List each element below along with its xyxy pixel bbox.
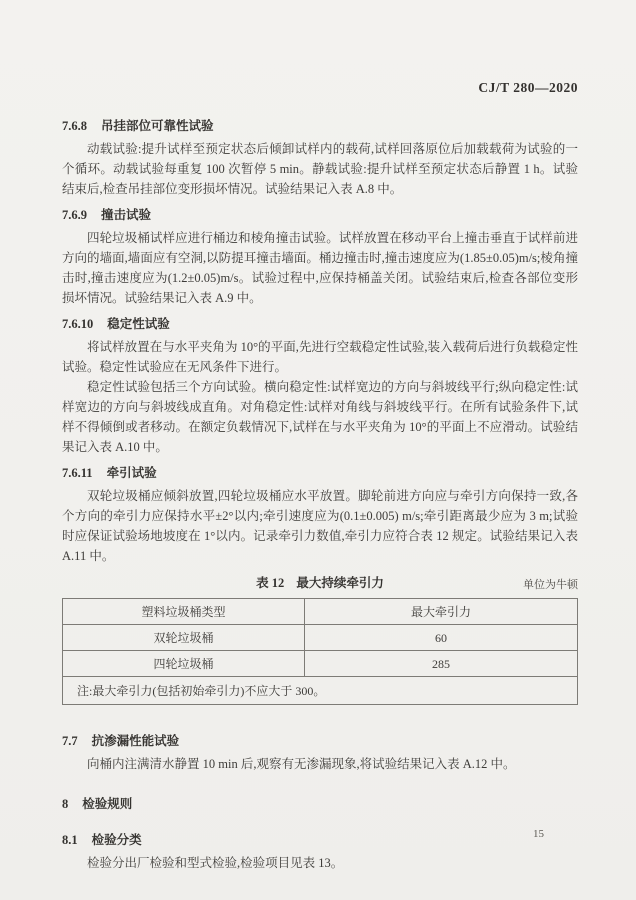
section-number: 7.7 [62, 734, 78, 748]
paragraph: 动载试验:提升试样至预定状态后倾卸试样内的载荷,试样回落原位后加载载荷为试验的一个循环。动载试验每重复 100 次暂停 5 min。静载试验:提升试样至预定状态后静置 1 h。试验结束后,检查吊挂部位变形损坏情况。试验结果记入表 A.8 中。 [62, 142, 578, 196]
table-row [63, 625, 578, 651]
paragraph: 将试样放置在与水平夹角为 10°的平面,先进行空载稳定性试验,装入载荷后进行负载稳定性试验。稳定性试验应在无风条件下进行。 [62, 340, 578, 374]
table-caption-row [62, 574, 578, 592]
section-title: 稳定性试验 [107, 317, 170, 331]
section-title: 牵引试验 [106, 466, 157, 480]
table-col-header-force: 最大牵引力 [305, 599, 578, 625]
table-col-header-type: 塑料垃圾桶类型 [63, 599, 305, 625]
table-unit-note: 单位为牛顿 [523, 579, 578, 591]
section-heading-7-6-8 [62, 116, 578, 136]
section-title: 撞击试验 [101, 208, 152, 222]
paragraph: 检验分出厂检验和型式检验,检验项目见表 13。 [87, 856, 344, 870]
table-cell-type: 双轮垃圾桶 [63, 625, 305, 651]
section-title: 吊挂部位可靠性试验 [101, 119, 214, 133]
doc-number: CJ/T 280—2020 [478, 80, 578, 95]
table-12 [62, 598, 578, 705]
table-caption-label: 表 12 [256, 576, 285, 590]
table-cell-force: 60 [305, 625, 578, 651]
table-caption-title: 最大持续牵引力 [296, 576, 384, 590]
table-cell-force: 285 [305, 651, 578, 677]
section-title: 检验分类 [91, 833, 142, 847]
section-title: 抗渗漏性能试验 [91, 734, 180, 748]
section-heading-8-1 [62, 830, 578, 850]
section-number: 7.6.8 [62, 119, 87, 133]
paragraph: 四轮垃圾桶试样应进行桶边和棱角撞击试验。试样放置在移动平台上撞击垂直于试样前进方向的墙面,墙面应有空洞,以防提耳撞击墙面。桶边撞击时,撞击速度应为(1.85±0.05)m/s;棱角撞击时,撞击速度应为(1.2±0.05)m/s。试验过程中,应保持桶盖关闭。试验结束后,检查各部位变形损坏情况。试验结果记入表 A.9 中。 [62, 231, 578, 305]
section-heading-7-6-10 [62, 314, 578, 334]
section-heading-7-7 [62, 731, 578, 751]
section-number: 8 [62, 797, 69, 811]
table-header-row [63, 599, 578, 625]
section-heading-8 [62, 794, 578, 814]
section-title: 检验规则 [82, 797, 133, 811]
table-caption [256, 576, 384, 590]
table-note: 注:最大牵引力(包括初始牵引力)不应大于 300。 [63, 677, 578, 705]
section-heading-7-6-9 [62, 205, 578, 225]
table-note-row [63, 677, 578, 705]
section-number: 7.6.10 [62, 317, 94, 331]
section-number: 8.1 [62, 833, 78, 847]
table-row [63, 651, 578, 677]
paragraph: 双轮垃圾桶应倾斜放置,四轮垃圾桶应水平放置。脚轮前进方向应与牵引方向保持一致,各个方向的牵引力应保持水平±2°以内;牵引速度应为(0.1±0.005) m/s;牵引距离最少应为 3 m;试验时应保证试验场地坡度在 1°以内。记录牵引力数值,牵引力应符合表 12 规定。试验结果记入表 A.11 中。 [62, 489, 578, 563]
section-number: 7.6.11 [62, 466, 93, 480]
page-number: 15 [533, 828, 544, 840]
paragraph: 稳定性试验包括三个方向试验。横向稳定性:试样宽边的方向与斜坡线平行;纵向稳定性:试样宽边的方向与斜坡线成直角。对角稳定性:试样对角线与斜坡线平行。在所有试验条件下,试样不得倾倒或者移动。在额定负载情况下,试样在与水平夹角为 10°的平面上不应滑动。试验结果记入表 A.10 中。 [62, 380, 578, 454]
paragraph: 向桶内注满清水静置 10 min 后,观察有无渗漏现象,将试验结果记入表 A.12 中。 [87, 757, 516, 771]
section-number: 7.6.9 [62, 208, 87, 222]
section-heading-7-6-11 [62, 463, 578, 483]
table-cell-type: 四轮垃圾桶 [63, 651, 305, 677]
